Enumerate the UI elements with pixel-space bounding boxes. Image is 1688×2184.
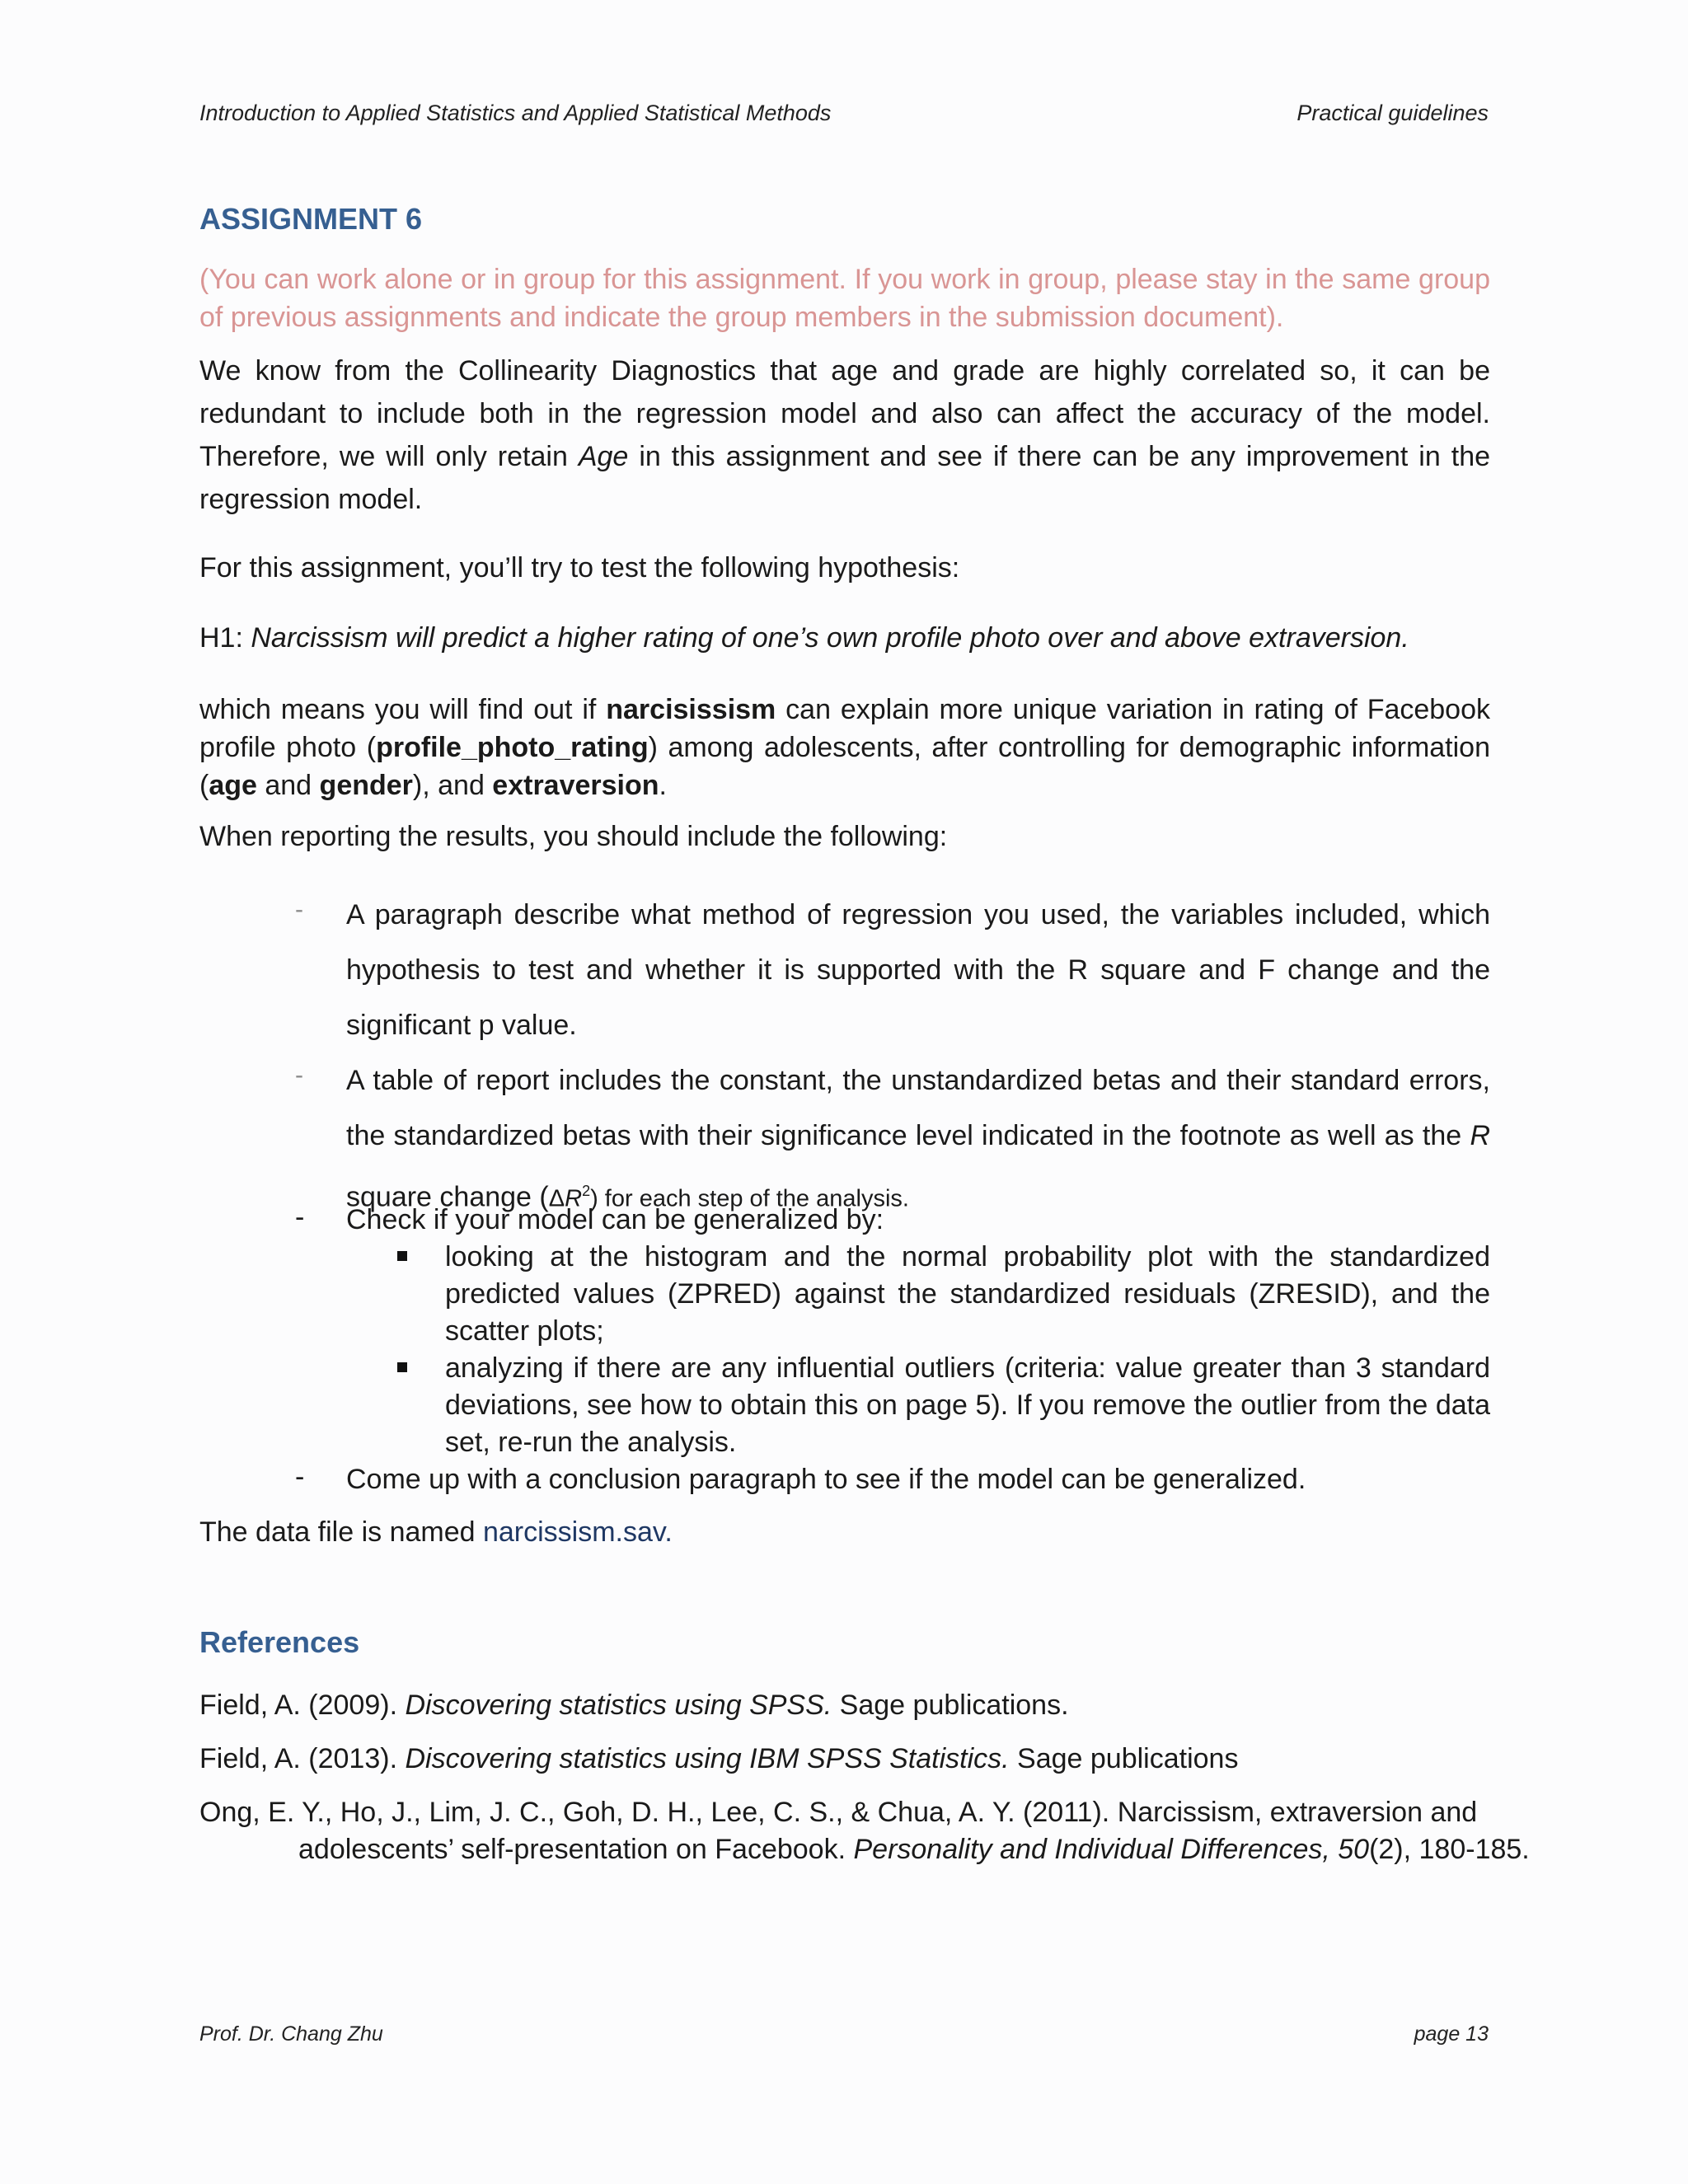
requirement-generalization: Check if your model can be generalized by:: [346, 1204, 884, 1235]
running-header-title: Introduction to Applied Statistics and Applied Statistical Methods: [199, 101, 832, 125]
reference-item: Field, A. (2009). Discovering statistics using SPSS. Sage publications.: [199, 1690, 1069, 1721]
requirement-paragraph: A paragraph describe what method of regression you used, the variables included, which hypothesis to test and whether it is supported with the R square and F change and the significant p value.: [346, 899, 1490, 1041]
data-file-line: The data file is named narcissism.sav.: [199, 1516, 673, 1548]
square-bullet-icon: [397, 1362, 407, 1372]
assignment-title: ASSIGNMENT 6: [199, 202, 423, 236]
sub-item-outliers: analyzing if there are any influential outliers (criteria: value greater than 3 standard deviations, see how to obtain this on page 5). If you remove the outlier from the data set, re-run the analysis.: [445, 1352, 1490, 1458]
reporting-lead: When reporting the results, you should include the following:: [199, 821, 948, 852]
reference-item: Ong, E. Y., Ho, J., Lim, J. C., Goh, D. H., Lee, C. S., & Chua, A. Y. (2011). Narcissism, extraversion and adolescents’ self-presentation on Facebook. Personality and Individual Differences, 50(2), 180-185.: [199, 1797, 1530, 1865]
footer-page-number: page 13: [1414, 2022, 1489, 2046]
references-title: References: [199, 1625, 360, 1659]
hypothesis-h1: H1: Narcissism will predict a higher rating of one’s own profile photo over and above extraversion.: [199, 622, 1409, 654]
dash-bullet-2: -: [295, 1062, 303, 1089]
data-file-link[interactable]: narcissism.sav.: [482, 1516, 673, 1548]
requirement-conclusion: Come up with a conclusion paragraph to see if the model can be generalized.: [346, 1464, 1306, 1495]
footer-author: Prof. Dr. Chang Zhu: [199, 2022, 383, 2046]
running-header-section: Practical guidelines: [1296, 101, 1489, 125]
group-work-note: (You can work alone or in group for this assignment. If you work in group, please stay in the same group of previous assignments and indicate the group members in the submission document).: [199, 264, 1490, 333]
reference-item: Field, A. (2013). Discovering statistics using IBM SPSS Statistics. Sage publications: [199, 1743, 1239, 1774]
sub-item-plots: looking at the histogram and the normal probability plot with the standardized predicted values (ZPRED) against the standardized residuals (ZRESID), and the scatter plots;: [445, 1241, 1490, 1347]
dash-bullet-3: -: [295, 1202, 305, 1233]
requirement-table: A table of report includes the constant, the unstandardized betas and their standard errors, the standardized betas with their significance level indicated in the footnote as well as the R square change $(\Delta R^2)$ for each step of the analysis.: [346, 1065, 1490, 1213]
hypothesis-explanation: which means you will find out if narcisissism can explain more unique variation in rating of Facebook profile photo (profile_photo_rating) among adolescents, after controlling for demographic information (age and gender), and extraversion.: [199, 694, 1491, 801]
dash-bullet-4: -: [295, 1461, 305, 1493]
intro-paragraph: We know from the Collinearity Diagnostics that age and grade are highly correlated so, it can be redundant to include both in the regression model and also can affect the accuracy of the model. Therefore, we will only retain Age in this assignment and see if there can be any improvement in the regression model.: [199, 355, 1491, 515]
square-bullet-icon: [397, 1251, 407, 1261]
hypothesis-lead: For this assignment, you’ll try to test the following hypothesis:: [199, 552, 960, 583]
dash-bullet-1: -: [295, 896, 303, 923]
